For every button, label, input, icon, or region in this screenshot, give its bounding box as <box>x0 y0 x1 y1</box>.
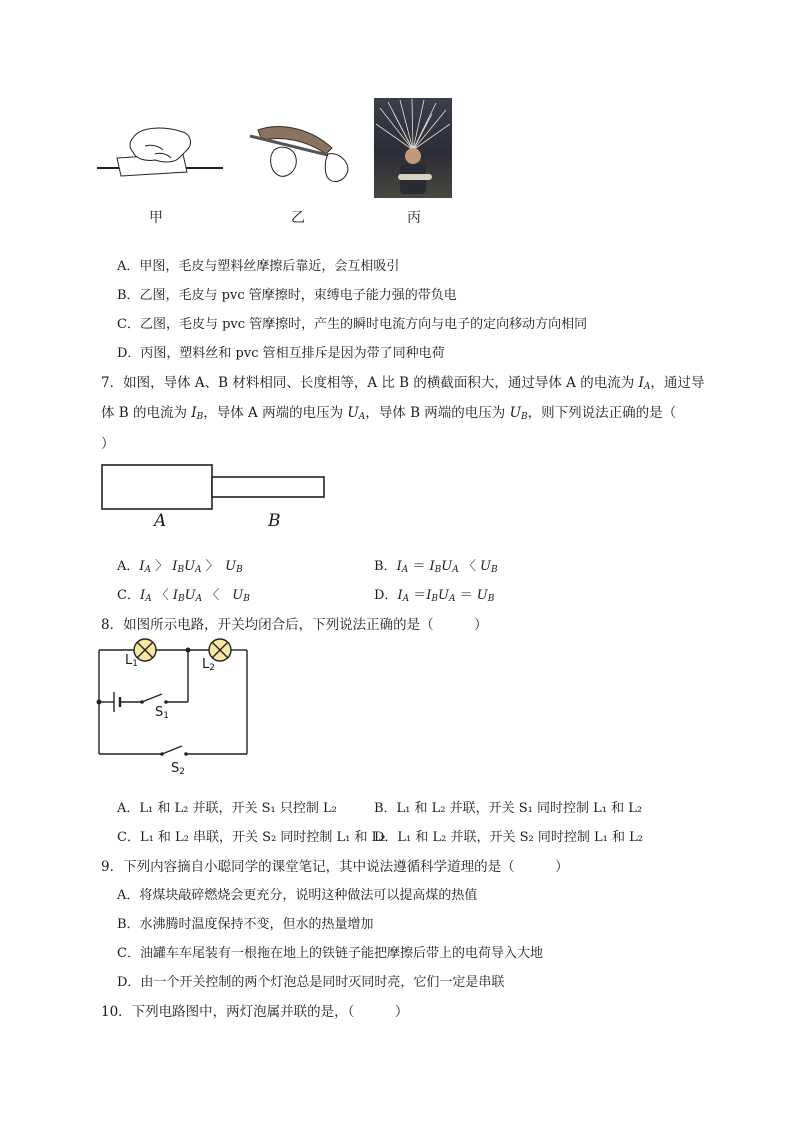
q8-stem: 8．如图所示电路，开关均闭合后，下列说法正确的是（ ） <box>101 617 488 633</box>
q7-option-d: D．$I_A =I_BU_A = U_B$ <box>374 588 495 604</box>
q9-stem: 9．下列内容摘自小聪同学的课堂笔记，其中说法遵循科学道理的是（ ） <box>101 859 569 875</box>
figure-label-jia: 甲 <box>149 210 163 226</box>
q7-stem-line1: 7．如图，导体 A、B 材料相同、长度相等，A 比 B 的横截面积大，通过导体 A 的电流为 $I_A$，通过导 <box>101 375 705 392</box>
q9-option-a: A．将煤块敲碎燃烧会更充分，说明这种做法可以提高煤的热值 <box>117 888 478 903</box>
q9-option-c: C．油罐车车尾装有一根拖在地上的铁链子能把摩擦后带上的电荷导入大地 <box>117 946 543 961</box>
q6-option-d: D．丙图，塑料丝和 pvc 管相互排斥是因为带了同种电荷 <box>117 346 445 361</box>
q10-stem: 10．下列电路图中，两灯泡属并联的是，（ ） <box>101 1004 409 1020</box>
figure-jia <box>95 118 225 188</box>
q9-option-d: D．由一个开关控制的两个灯泡总是同时灭同时亮，它们一定是串联 <box>117 975 505 990</box>
q7-option-a: A．$I_A$ 〉 $I_BU_A$ 〉 $U_B$ <box>117 559 243 575</box>
q7-conductor-figure <box>100 463 330 513</box>
q8-option-b: B．L₁ 和 L₂ 并联，开关 S₁ 同时控制 L₁ 和 L₂ <box>374 801 643 816</box>
q7-option-c: C．$I_A$ 〈 $I_BU_A$ 〈 $U_B$ <box>117 588 250 604</box>
q8-option-d: D．L₁ 和 L₂ 并联，开关 S₂ 同时控制 L₁ 和 L₂ <box>374 830 643 845</box>
q7-stem-line2: 体 B 的电流为 $I_B$，导体 A 两端的电压为 $U_A$，导体 B 两端的电压为 $U_B$，则下列说法正确的是（ <box>101 405 677 422</box>
q8-label-l1: $L_1$ <box>125 653 138 669</box>
q7-label-b: B <box>268 511 281 531</box>
q6-option-b: B．乙图，毛皮与 pvc 管摩擦时，束缚电子能力强的带负电 <box>117 288 457 303</box>
q9-option-b: B．水沸腾时温度保持不变，但水的热量增加 <box>117 917 374 932</box>
figure-bing-photo <box>374 98 452 198</box>
figure-label-yi: 乙 <box>291 210 305 226</box>
q8-option-c: C．L₁ 和 L₂ 串联，开关 S₂ 同时控制 L₁ 和 L₂ <box>117 830 386 845</box>
q8-option-a: A．L₁ 和 L₂ 并联，开关 S₁ 只控制 L₂ <box>117 801 337 816</box>
figure-label-bing: 丙 <box>407 210 421 226</box>
q6-option-a: A．甲图，毛皮与塑料丝摩擦后靠近，会互相吸引 <box>117 259 400 274</box>
figure-yi <box>240 118 355 188</box>
q8-label-l2: $L_2$ <box>202 657 215 673</box>
q7-label-a: A <box>154 511 167 531</box>
q8-label-s2: $S_2$ <box>171 761 185 777</box>
q6-option-c: C．乙图，毛皮与 pvc 管摩擦时，产生的瞬时电流方向与电子的定向移动方向相同 <box>117 317 588 332</box>
q7-option-b: B．$I_A = I_BU_A$ 〈 $U_B$ <box>374 559 498 575</box>
q8-label-s1: $S_1$ <box>155 705 169 721</box>
q7-stem-line3: ） <box>101 436 115 452</box>
